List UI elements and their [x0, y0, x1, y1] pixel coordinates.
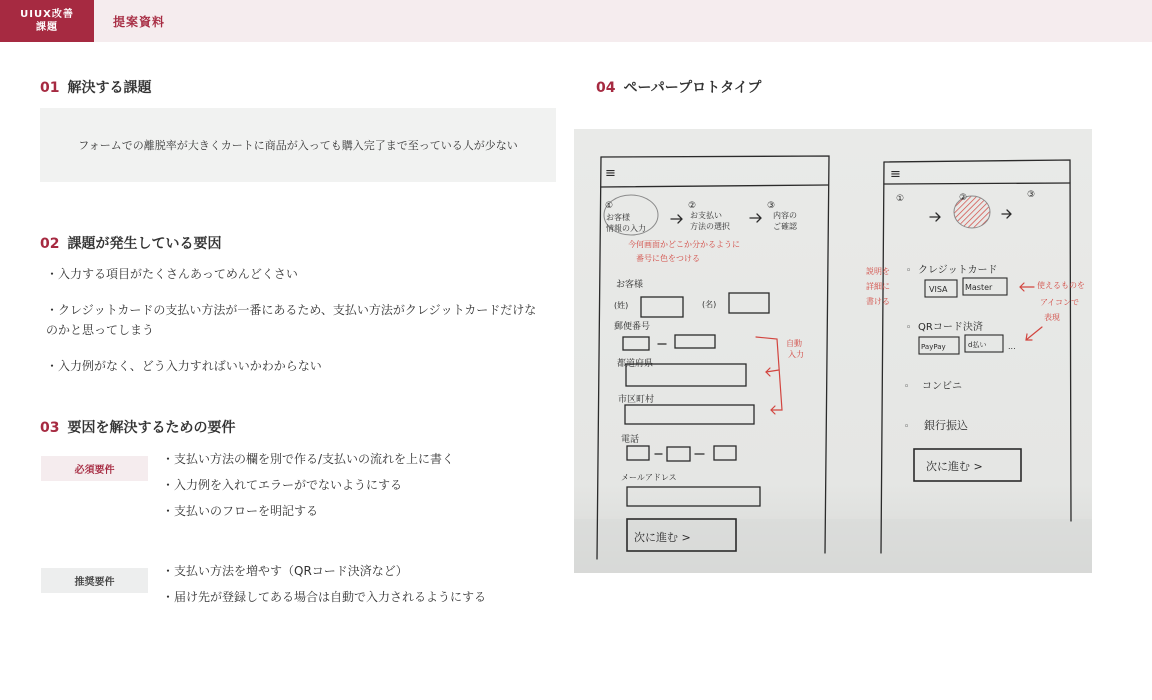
requirement-item: ・支払い方法を増やす（QRコード決済など）: [162, 564, 408, 578]
recommended-requirement-tag: 推奨要件: [41, 568, 148, 593]
section-04-heading: [596, 77, 761, 97]
must-requirement-tag: 必須要件: [41, 456, 148, 481]
svg-text:都道府県: 都道府県: [617, 359, 654, 369]
recommended-requirement-list: [162, 558, 486, 610]
svg-text:説明を: 説明を: [866, 267, 890, 276]
svg-text:(姓): (姓): [614, 301, 629, 310]
svg-text:お客様: お客様: [616, 280, 644, 290]
paper-prototype-photo: [574, 129, 1092, 573]
svg-text:電話: 電話: [621, 435, 640, 445]
problem-statement-box: [40, 108, 556, 182]
section-03-heading: [40, 417, 235, 437]
svg-text:②: ②: [959, 193, 968, 203]
section-number: 02: [40, 236, 60, 252]
cause-item: ・入力する項目がたくさんあってめんどくさい: [46, 267, 298, 281]
brand-line2: 課題: [36, 22, 58, 33]
svg-text:コンビニ: コンビニ: [922, 381, 962, 392]
cause-item: ・クレジットカードの支払い方法が一番にあるため、支払い方法がクレジットカードだけなのかと思ってしまう: [46, 303, 537, 337]
svg-text:メールアドレス: メールアドレス: [621, 473, 677, 482]
svg-text:◦: ◦: [906, 266, 912, 276]
svg-text:②: ②: [688, 201, 697, 211]
svg-text:表現: 表現: [1044, 313, 1060, 322]
section-01-heading: [40, 77, 151, 97]
svg-text:Master: Master: [965, 283, 993, 292]
must-requirement-list: [162, 446, 454, 524]
svg-text:今何画面かどこか分かるように: 今何画面かどこか分かるように: [628, 240, 740, 249]
svg-text:PayPay: PayPay: [921, 343, 946, 351]
section-number: 04: [596, 80, 616, 96]
svg-text:VISA: VISA: [929, 285, 948, 294]
svg-text:アイコンで: アイコンで: [1040, 298, 1079, 307]
brand-line1: UIUX改善: [20, 9, 74, 20]
section-title: 解決する課題: [67, 80, 152, 96]
svg-text:郵便番号: 郵便番号: [614, 322, 651, 332]
svg-text:ご確認: ご確認: [773, 222, 797, 231]
svg-text:入力: 入力: [788, 350, 804, 359]
document-title: 提案資料: [113, 15, 166, 29]
svg-text:銀行振込: 銀行振込: [924, 419, 968, 432]
problem-statement: フォームでの離脱率が大きくカートに商品が入っても購入完了まで至っている人が少ない: [78, 139, 518, 152]
svg-text:書ける: 書ける: [866, 297, 890, 306]
svg-text:番号に色をつける: 番号に色をつける: [636, 254, 700, 263]
svg-text:内容の: 内容の: [773, 211, 797, 220]
section-title: 要因を解決するための要件: [67, 420, 236, 436]
svg-text:...: ...: [1008, 342, 1016, 351]
svg-text:市区町村: 市区町村: [618, 395, 655, 405]
svg-text:お支払い: お支払い: [690, 211, 722, 220]
header-bar: [0, 0, 1152, 42]
requirement-item: ・支払い方法の欄を別で作る/支払いの流れを上に書く: [162, 452, 455, 466]
section-title: 課題が発生している要因: [67, 236, 222, 252]
svg-text:③: ③: [1027, 190, 1036, 200]
svg-text:d払い: d払い: [968, 341, 987, 349]
svg-text:≡: ≡: [605, 166, 616, 181]
svg-text:QRコード決済: QRコード決済: [918, 322, 983, 333]
requirement-item: ・入力例を入れてエラーがでないようにする: [162, 478, 403, 492]
svg-text:クレジットカード: クレジットカード: [918, 265, 998, 276]
svg-text:≡: ≡: [890, 167, 901, 182]
svg-text:方法の選択: 方法の選択: [690, 222, 730, 231]
svg-text:情報の入力: 情報の入力: [606, 224, 646, 233]
svg-text:①: ①: [605, 201, 614, 211]
brand-badge: [0, 0, 94, 42]
requirement-item: ・支払いのフローを明記する: [162, 504, 319, 518]
section-number: 03: [40, 420, 60, 436]
section-title: ペーパープロトタイプ: [623, 80, 762, 96]
svg-text:お客様: お客様: [606, 213, 630, 222]
svg-text:使えるものを: 使えるものを: [1037, 281, 1085, 290]
svg-text:次に進む >: 次に進む >: [634, 531, 691, 544]
svg-text:(名): (名): [702, 300, 717, 309]
svg-text:自動: 自動: [786, 339, 802, 348]
svg-text:①: ①: [896, 194, 905, 204]
svg-text:◦: ◦: [906, 323, 912, 333]
svg-text:③: ③: [767, 201, 776, 211]
section-02-heading: [40, 233, 221, 253]
svg-text:次に進む >: 次に進む >: [926, 460, 983, 473]
svg-text:◦: ◦: [904, 382, 910, 392]
svg-text:◦: ◦: [904, 422, 910, 432]
requirement-item: ・届け先が登録してある場合は自動で入力されるようにする: [162, 590, 487, 604]
section-number: 01: [40, 80, 60, 96]
svg-text:詳細に: 詳細に: [866, 282, 890, 291]
paper-prototype-sketch: [574, 129, 1092, 573]
cause-item: ・入力例がなく、どう入力すればいいかわからない: [46, 359, 322, 373]
cause-list: [40, 264, 540, 392]
